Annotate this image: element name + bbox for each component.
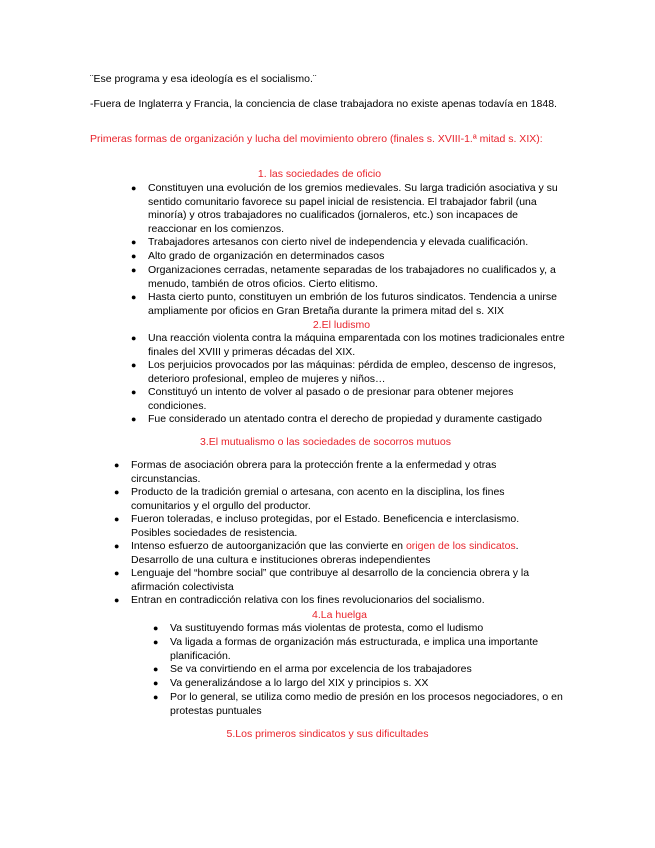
- list-item-text: Formas de asociación obrera para la protección frente a la enfermedad y otras circunstancias.: [131, 459, 497, 485]
- list-item-text: Los perjuicios provocados por las máquinas: pérdida de empleo, descenso de ingresos, deterioro profesional, empleo de mujeres y niños…: [148, 359, 556, 385]
- bullet-dot-icon: ●: [131, 183, 137, 193]
- section-heading-5: 5.Los primeros sindicatos y sus dificultades: [226, 728, 429, 740]
- list-item: [153, 677, 570, 691]
- bullet-dot-icon: ●: [131, 387, 137, 397]
- list-item: [114, 594, 551, 608]
- bullet-dot-icon: ●: [153, 692, 159, 702]
- bullet-dot-icon: ●: [131, 265, 137, 275]
- bullet-dot-icon: ●: [131, 333, 137, 343]
- list-item-text: Producto de la tradición gremial o artesana, con acento en la disciplina, los fines comunitarios y el orgullo del productor.: [131, 486, 505, 512]
- list-item-text: Constituyen una evolución de los gremios medievales. Su larga tradición asociativa y su sentido comunitario favorece su papel inicial de resistencia. El trabajador fabril (una minoría) y otros trabajadores no cualificados (jornaleros, etc.) son incapaces de reaccionar en los comienzos.: [148, 182, 558, 235]
- list-item-text: Entran en contradicción relativa con los fines revolucionarios del socialismo.: [131, 594, 485, 606]
- list-item-text: Constituyó un intento de volver al pasado o de presionar para obtener mejores condiciones.: [148, 386, 514, 412]
- section-heading-1: 1. las sociedades de oficio: [257, 168, 382, 180]
- list-item-text: Se va convirtiendo en el arma por excelencia de los trabajadores: [170, 663, 472, 675]
- list-item-text: Alto grado de organización en determinados casos: [148, 250, 385, 262]
- highlight-origen-sindicatos: origen de los sindicatos: [405, 540, 516, 552]
- list-item: [153, 622, 570, 636]
- list-item-text: Va generalizándose a lo largo del XIX y principios s. XX: [170, 677, 429, 689]
- bullet-dot-icon: ●: [114, 541, 120, 551]
- section-heading-3: 3.El mutualismo o las sociedades de socorros mutuos: [200, 436, 451, 448]
- bullet-dot-icon: ●: [131, 251, 137, 261]
- list-item: [114, 540, 551, 567]
- bullet-dot-icon: ●: [114, 487, 120, 497]
- bullet-dot-icon: ●: [153, 637, 159, 647]
- list-item: [114, 567, 551, 594]
- list-item: [114, 459, 551, 486]
- bullet-dot-icon: ●: [131, 292, 137, 302]
- list-item-text: Lenguaje del “hombre social” que contribuye al desarrollo de la conciencia obrera y la afirmación colectivista: [131, 567, 530, 593]
- section-list-1: [131, 182, 568, 318]
- section-heading-4: 4.La huelga: [312, 609, 367, 621]
- bullet-dot-icon: ●: [153, 664, 159, 674]
- list-item-text: Por lo general, se utiliza como medio de presión en los procesos negociadores, o en protestas puntuales: [170, 691, 563, 717]
- list-item: [153, 691, 570, 718]
- section-list-3: [114, 459, 551, 608]
- section-title: Primeras formas de organización y lucha del movimiento obrero (finales s. XVIII-1.ª mitad s. XIX):: [90, 133, 543, 145]
- list-item: [131, 236, 568, 250]
- bullet-dot-icon: ●: [114, 460, 120, 470]
- list-item: [131, 386, 568, 413]
- list-item-text: Hasta cierto punto, constituyen un embrión de los futuros sindicatos. Tendencia a unirse ampliamente por oficios en Gran Bretaña durante la primera mitad del s. XIX: [148, 291, 557, 317]
- list-item-text: Fueron toleradas, e incluso protegidas, por el Estado. Beneficencia e interclasismo. Posibles sociedades de resistencia.: [131, 513, 520, 539]
- intro-quote: ¨Ese programa y esa ideología es el socialismo.¨: [90, 73, 317, 85]
- intro-note: -Fuera de Inglaterra y Francia, la conciencia de clase trabajadora no existe apenas todavía en 1848.: [90, 98, 557, 110]
- list-item: [131, 250, 568, 264]
- section-heading-2: 2.El ludismo: [312, 319, 371, 331]
- list-item-text: Una reacción violenta contra la máquina emparentada con los motines tradicionales entre finales del XVIII y primeras décadas del XIX.: [148, 332, 565, 358]
- list-item: [131, 264, 568, 291]
- list-item-text: Va ligada a formas de organización más estructurada, e implica una importante planificación.: [170, 636, 539, 662]
- list-item: [131, 182, 568, 236]
- bullet-dot-icon: ●: [153, 678, 159, 688]
- bullet-dot-icon: ●: [131, 414, 137, 424]
- list-item: [153, 663, 570, 677]
- list-item-text: Fue considerado un atentado contra el derecho de propiedad y duramente castigado: [148, 413, 543, 425]
- list-item: [131, 413, 568, 427]
- list-item: [131, 359, 568, 386]
- bullet-dot-icon: ●: [153, 623, 159, 633]
- list-item: [131, 291, 568, 318]
- list-item: [114, 513, 551, 540]
- list-item-text: Organizaciones cerradas, netamente separadas de los trabajadores no cualificados y, a menudo, también de otros oficios. Cierto elitismo.: [148, 264, 556, 290]
- list-item: [153, 636, 570, 663]
- section-list-4: [153, 622, 570, 718]
- list-item: [114, 486, 551, 513]
- list-item-text: Intenso esfuerzo de autoorganización que las convierte en: [131, 540, 406, 552]
- bullet-dot-icon: ●: [114, 514, 120, 524]
- list-item-text: Va sustituyendo formas más violentas de protesta, como el ludismo: [170, 622, 484, 634]
- section-list-2: [131, 332, 568, 427]
- bullet-dot-icon: ●: [114, 595, 120, 605]
- bullet-dot-icon: ●: [131, 237, 137, 247]
- list-item: [131, 332, 568, 359]
- list-item-text-tail: . Desarrollo de una cultura e instituciones obreras independientes: [131, 540, 519, 566]
- list-item-text: Trabajadores artesanos con cierto nivel de independencia y elevada cualificación.: [148, 236, 529, 248]
- bullet-dot-icon: ●: [131, 360, 137, 370]
- bullet-dot-icon: ●: [114, 568, 120, 578]
